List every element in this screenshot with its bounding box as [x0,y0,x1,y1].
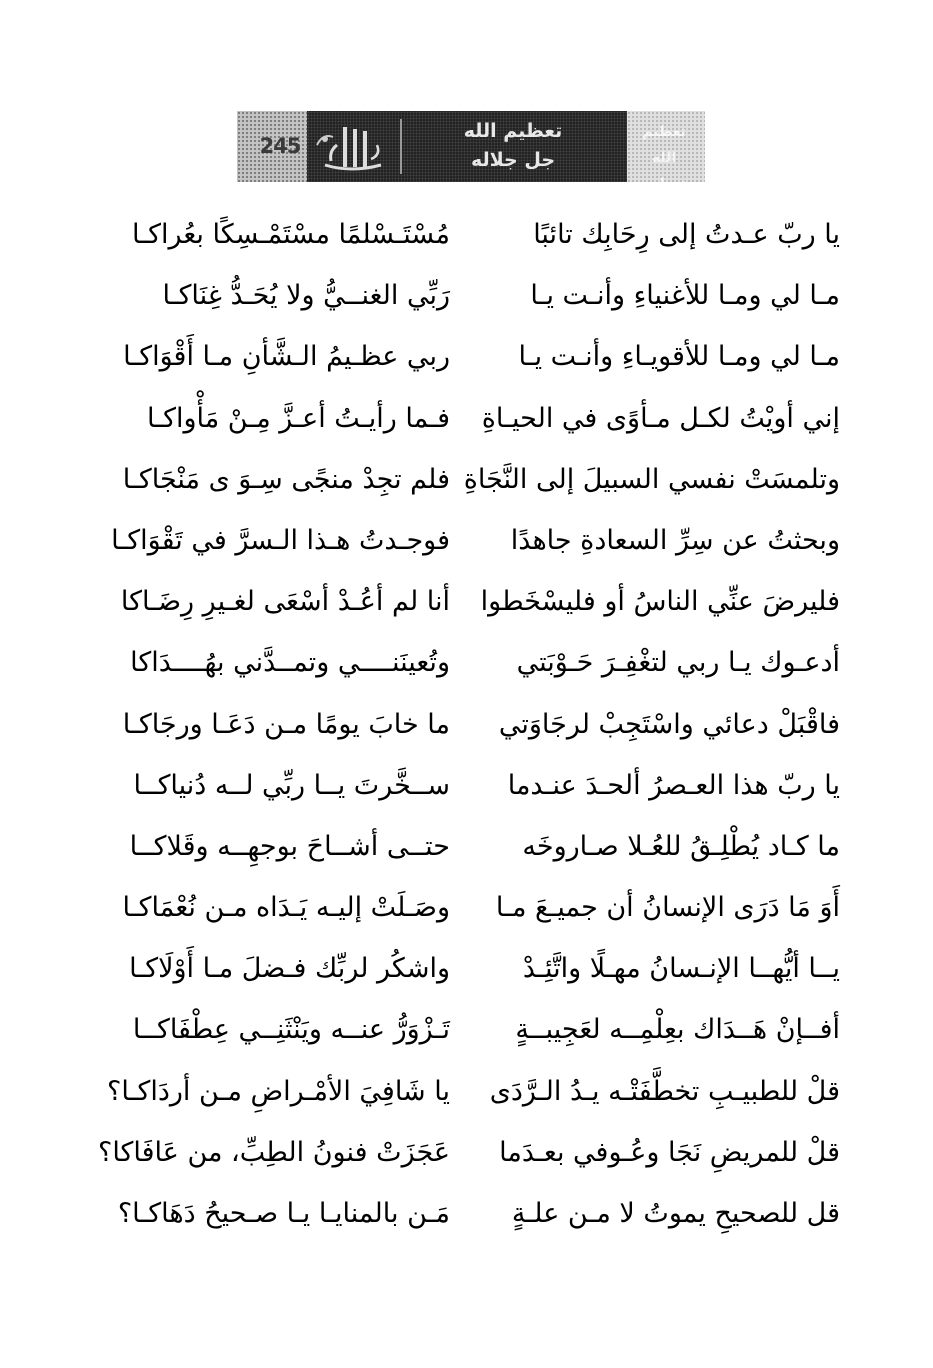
section-title [413,117,613,175]
verse-second-hemistich: تَـزْوَرُّ عنــه ويَنْثَنِــي عِطْفَاكــا [132,1014,450,1046]
verse-second-hemistich: ربي عظـيمُ الـشَّأنِ مـا أَقْوَاكـا [123,341,450,373]
verse-line [100,757,840,818]
allah-calligraphy-icon [311,115,395,178]
verse-second-hemistich: فوجـدتُ هـذا الـسرَّ في تَقْوَاكـا [111,524,450,556]
section-title-line-1: تعظيم الله [463,120,563,142]
verse-first-hemistich: مـا لي ومـا للأقويـاءِ وأنـت يـا [518,341,840,373]
verse-second-hemistich: أنا لم أعُـدْ أسْعَى لغـيرِ رِضَـاكا [120,586,450,618]
verse-second-hemistich: فلم تجِدْ منجًى سِـوَ ى مَنْجَاكـا [122,463,450,495]
verse-first-hemistich: يا ربّ عـدتُ إلى رِحَابِك تائبًا [533,219,840,250]
verse-line [97,1124,840,1185]
verse-second-hemistich: ما خابَ يومًا مـن دَعَـا ورجَاكـا [122,708,450,740]
verse-line [100,1063,840,1124]
verse-second-hemistich: وصَـلَتْ إليـه يَـدَاه مـن نُعْمَاكـا [122,892,450,924]
verse-line [100,634,840,695]
verse-second-hemistich: مُسْتَـسْلمًا مسْتَمْـسِكًا بعُراكـا [131,219,450,250]
verse-line [100,267,840,328]
faded-line-1: تعظيم الله [642,124,686,166]
verse-second-hemistich: واشكُر لربِّك فـضلَ مـا أَوْلَاكـا [129,953,450,985]
verse-second-hemistich: مَـن بالمنايـا يـا صـحيحُ دَهَاكـا؟ [117,1198,450,1229]
verse-line [100,818,840,879]
verse-line [100,1001,840,1062]
verse-line [100,328,840,389]
page-header-band [237,111,705,218]
verse-first-hemistich: أفــإنْ هَــدَاك بعِلْمِــه لعَجِيبــةٍ [515,1014,840,1046]
page-number: 245 [259,134,301,158]
verse-first-hemistich: يــا أيُّهــا الإنـسانُ مهـلًا واتَّئِـدْ [522,953,840,985]
verse-first-hemistich: قل للصحيحِ يموتُ لا مـن علـةٍ [511,1198,840,1229]
verse-line [100,451,840,512]
faded-line-2: تعظيم الله [642,176,686,218]
verse-second-hemistich: فـما رأيـتُ أعـزَّ مِـنْ مَأْواكـا [146,402,450,434]
section-title-line-2: جل جلاله [470,149,556,171]
verse-line [100,206,840,267]
verse-first-hemistich: يا ربّ هذا العـصرُ ألحـدَ عنـدما [507,769,840,801]
verse-line [100,696,840,757]
verse-first-hemistich: فاقْبَلْ دعائي واسْتَجِبْ لرجَاوَتي [498,708,840,740]
verse-second-hemistich: رَبِّي الغنــيُّ ولا يُحَـدُّ غِنَاكـا [162,280,450,312]
verse-second-hemistich: حتــى أشــاحَ بوجهِــه وقَلاكــا [129,830,450,862]
verse-line [100,940,840,1001]
verse-first-hemistich: مـا لي ومـا للأغنياءِ وأنـت يـا [530,280,840,312]
verse-first-hemistich: وبحثتُ عن سِرِّ السعادةِ جاهدًا [510,524,840,556]
verse-line [100,573,840,634]
verse-line [100,1185,840,1246]
poem-body [97,206,840,1246]
verse-first-hemistich: ما كـاد يُطْلِـقُ للعُـلا صـاروخَه [522,830,840,862]
verse-second-hemistich: وتُعينَنــــي وتمــدَّني بهُــــدَاكا [130,647,450,679]
verse-first-hemistich: إني أويْتُ لكـل مـأوًى في الحيـاةِ [481,402,840,434]
header-divider [400,119,402,174]
verse-first-hemistich: قلْ للطبيـبِ تخطَّفَتْـه يـدُ الـرَّدَى [489,1075,840,1107]
verse-second-hemistich: ســخَّرتَ يــا ربِّي لــه دُنياكــا [133,769,450,801]
verse-second-hemistich: يا شَافِيَ الأمْـراضِ مـن أردَاكـا؟ [107,1075,450,1107]
verse-first-hemistich: أَوَ مَا دَرَى الإنسانُ أن جميـعَ مـا [495,892,840,924]
verse-first-hemistich: وتلمسَتْ نفسي السبيلَ إلى النَّجَاةِ [463,463,840,495]
verse-first-hemistich: أدعـوك يـا ربي لتغْفِـرَ حَـوْبَتي [516,647,840,679]
verse-line [100,512,840,573]
verse-second-hemistich: عَجَزَتْ فنونُ الطِبِّ، من عَافَاكا؟ [97,1136,450,1168]
verse-line [100,390,840,451]
verse-first-hemistich: قلْ للمريضِ نَجَا وعُـوفي بعـدَما [499,1136,840,1168]
verse-first-hemistich: فليرضَ عنِّي الناسُ أو فليسْخَطوا [480,586,840,618]
verse-line [100,879,840,940]
